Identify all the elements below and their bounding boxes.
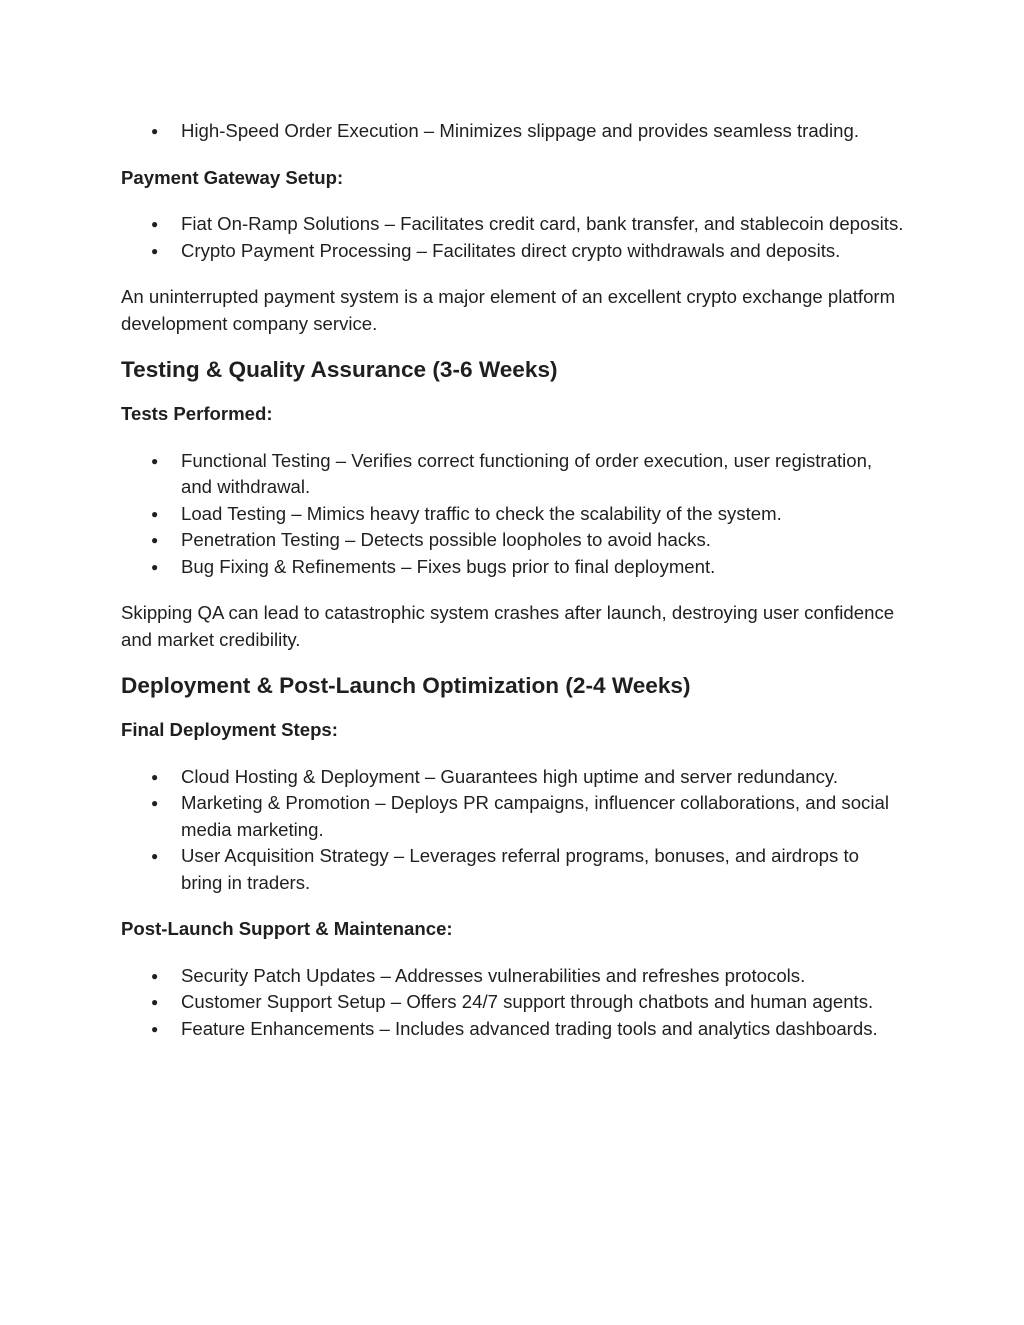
list-item: ● Cloud Hosting & Deployment – Guarantees high uptime and server redundancy. [121, 764, 904, 791]
deployment-heading: Deployment & Post-Launch Optimization (2-4 Weeks) [121, 673, 691, 698]
list-item: ● Security Patch Updates – Addresses vulnerabilities and refreshes protocols. [121, 963, 904, 990]
support-list [121, 963, 904, 1043]
list-item: ● Load Testing – Mimics heavy traffic to check the scalability of the system. [121, 501, 904, 528]
payment-paragraph: An uninterrupted payment system is a major element of an excellent crypto exchange platform development company service. [121, 286, 896, 334]
deployment-list [121, 764, 904, 897]
list-item: ● Customer Support Setup – Offers 24/7 support through chatbots and human agents. [121, 989, 904, 1016]
post-launch-support-subheading: Post-Launch Support & Maintenance: [121, 918, 453, 939]
payment-gateway-list [121, 211, 904, 264]
document-content [121, 118, 904, 1042]
list-item: ● User Acquisition Strategy – Leverages referral programs, bonuses, and airdrops to bring in traders. [121, 843, 904, 896]
exchange-features-list [121, 118, 904, 145]
list-item: ● Fiat On-Ramp Solutions – Facilitates credit card, bank transfer, and stablecoin deposits. [121, 211, 904, 238]
list-item: ● Crypto Payment Processing – Facilitates direct crypto withdrawals and deposits. [121, 238, 904, 265]
tests-performed-subheading: Tests Performed: [121, 403, 273, 424]
qa-paragraph: Skipping QA can lead to catastrophic system crashes after launch, destroying user confidence and market credibility. [121, 602, 895, 650]
testing-heading: Testing & Quality Assurance (3-6 Weeks) [121, 357, 558, 382]
list-item: ● Bug Fixing & Refinements – Fixes bugs prior to final deployment. [121, 554, 904, 581]
payment-gateway-subheading: Payment Gateway Setup: [121, 166, 344, 188]
list-item: ● High-Speed Order Execution – Minimizes slippage and provides seamless trading. [121, 118, 904, 145]
list-item: ● Penetration Testing – Detects possible loopholes to avoid hacks. [121, 527, 904, 554]
final-deployment-subheading: Final Deployment Steps: [121, 719, 338, 740]
list-item: ● Feature Enhancements – Includes advanced trading tools and analytics dashboards. [121, 1016, 904, 1043]
list-item: ● Functional Testing – Verifies correct functioning of order execution, user registration, and withdrawal. [121, 448, 904, 501]
list-item: ● Marketing & Promotion – Deploys PR campaigns, influencer collaborations, and social media marketing. [121, 790, 904, 843]
tests-list [121, 448, 904, 581]
